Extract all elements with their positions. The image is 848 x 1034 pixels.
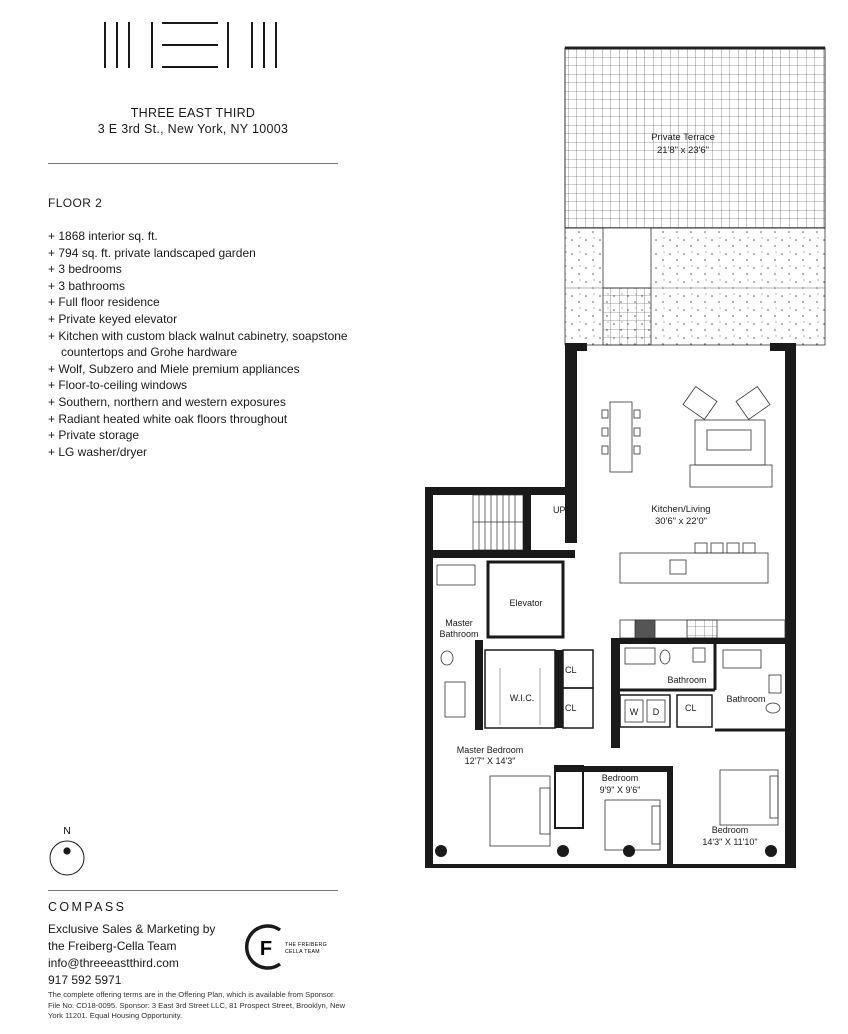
terrace-name: Private Terrace bbox=[651, 132, 715, 143]
divider bbox=[48, 890, 338, 891]
list-item: + Radiant heated white oak floors throughout bbox=[48, 411, 348, 428]
building-logo-icon bbox=[100, 20, 290, 70]
laundry bbox=[620, 695, 712, 727]
list-item: + Kitchen with custom black walnut cabinetry, soapstone countertops and Grohe hardware bbox=[48, 328, 348, 361]
legal-disclaimer: The complete offering terms are in the Offering Plan, which is available from Sponsor. File No. CD18-0095. Sponsor: 3 East 3rd Street LLC, 81 Prospect Street, Brooklyn, New York 11201. Equal Housing Opportunity. bbox=[48, 990, 346, 1020]
closet-label: CL bbox=[565, 703, 577, 713]
interior-wall bbox=[611, 638, 620, 748]
contact-line: the Freiberg-Cella Team bbox=[48, 939, 177, 953]
list-item: + Wolf, Subzero and Miele premium appliances bbox=[48, 361, 348, 378]
bedroom-3-name: Bedroom bbox=[711, 825, 749, 835]
list-item: + 3 bathrooms bbox=[48, 278, 348, 295]
bathroom-east bbox=[715, 650, 785, 730]
list-item: + Private keyed elevator bbox=[48, 311, 348, 328]
bedroom-2 bbox=[605, 800, 660, 857]
contact-line: Exclusive Sales & Marketing by bbox=[48, 922, 216, 936]
bedroom-2-size: 9'9" X 9'6" bbox=[599, 785, 641, 795]
contact-phone[interactable]: 917 592 5971 bbox=[48, 973, 122, 987]
floor-plan bbox=[415, 40, 835, 880]
master-bedroom bbox=[435, 776, 569, 857]
list-item: + Floor-to-ceiling windows bbox=[48, 377, 348, 394]
kitchen-name: Kitchen/Living bbox=[651, 504, 711, 515]
building-name: THREE EAST THIRD bbox=[130, 106, 256, 120]
list-item: + LG washer/dryer bbox=[48, 444, 348, 461]
list-item: + 794 sq. ft. private landscaped garden bbox=[48, 245, 348, 262]
dryer-label: D bbox=[652, 707, 660, 717]
interior-wall bbox=[620, 638, 785, 644]
bedroom-3-size: 14'3" X 11'10" bbox=[702, 837, 758, 847]
master-bath-label-1: Master bbox=[445, 618, 473, 628]
washer-label: W bbox=[629, 707, 639, 717]
floor-title: FLOOR 2 bbox=[48, 196, 103, 210]
closet bbox=[555, 766, 583, 828]
list-item: + 1868 interior sq. ft. bbox=[48, 228, 348, 245]
kitchen-size: 30'6" x 22'0" bbox=[654, 516, 708, 527]
closets bbox=[485, 650, 593, 728]
compass-letter: N bbox=[63, 826, 71, 837]
team-logo-line: THE FREIBERG bbox=[285, 942, 327, 948]
list-item: + Full floor residence bbox=[48, 294, 348, 311]
closet-label: CL bbox=[685, 703, 697, 713]
contact-email[interactable]: info@threeeastthird.com bbox=[48, 956, 179, 970]
list-item: + Private storage bbox=[48, 427, 348, 444]
north-compass-icon bbox=[46, 824, 88, 878]
master-bath-label-2: Bathroom bbox=[439, 629, 479, 639]
freiberg-cella-logo-icon bbox=[244, 922, 339, 972]
list-item: + Southern, northern and western exposures bbox=[48, 394, 348, 411]
bedroom-2-name: Bedroom bbox=[601, 773, 639, 783]
compass-brand: COMPASS bbox=[48, 900, 127, 914]
elevator bbox=[488, 562, 563, 637]
private-terrace bbox=[565, 48, 825, 345]
master-bedroom-size: 12'7" X 14'3" bbox=[464, 756, 516, 766]
bathroom-label: Bathroom bbox=[667, 675, 707, 685]
team-logo-letter: F bbox=[259, 938, 273, 960]
master-bathroom bbox=[437, 565, 483, 730]
list-item: + 3 bedrooms bbox=[48, 261, 348, 278]
interior-wall bbox=[667, 766, 673, 866]
divider bbox=[48, 163, 338, 164]
terrace-size: 21'8" x 23'6" bbox=[656, 145, 710, 156]
team-logo-line: CELLA TEAM bbox=[285, 949, 320, 955]
elevator-label: Elevator bbox=[509, 598, 543, 608]
closet-label: CL bbox=[565, 665, 577, 675]
wic-label: W.I.C. bbox=[509, 693, 535, 703]
features-list bbox=[48, 228, 348, 460]
bathroom-label: Bathroom bbox=[726, 694, 766, 704]
building-address: 3 E 3rd St., New York, NY 10003 bbox=[97, 122, 289, 136]
contact-block bbox=[48, 921, 215, 989]
master-bedroom-name: Master Bedroom bbox=[456, 745, 524, 755]
stair-up-label: UP bbox=[553, 505, 566, 515]
